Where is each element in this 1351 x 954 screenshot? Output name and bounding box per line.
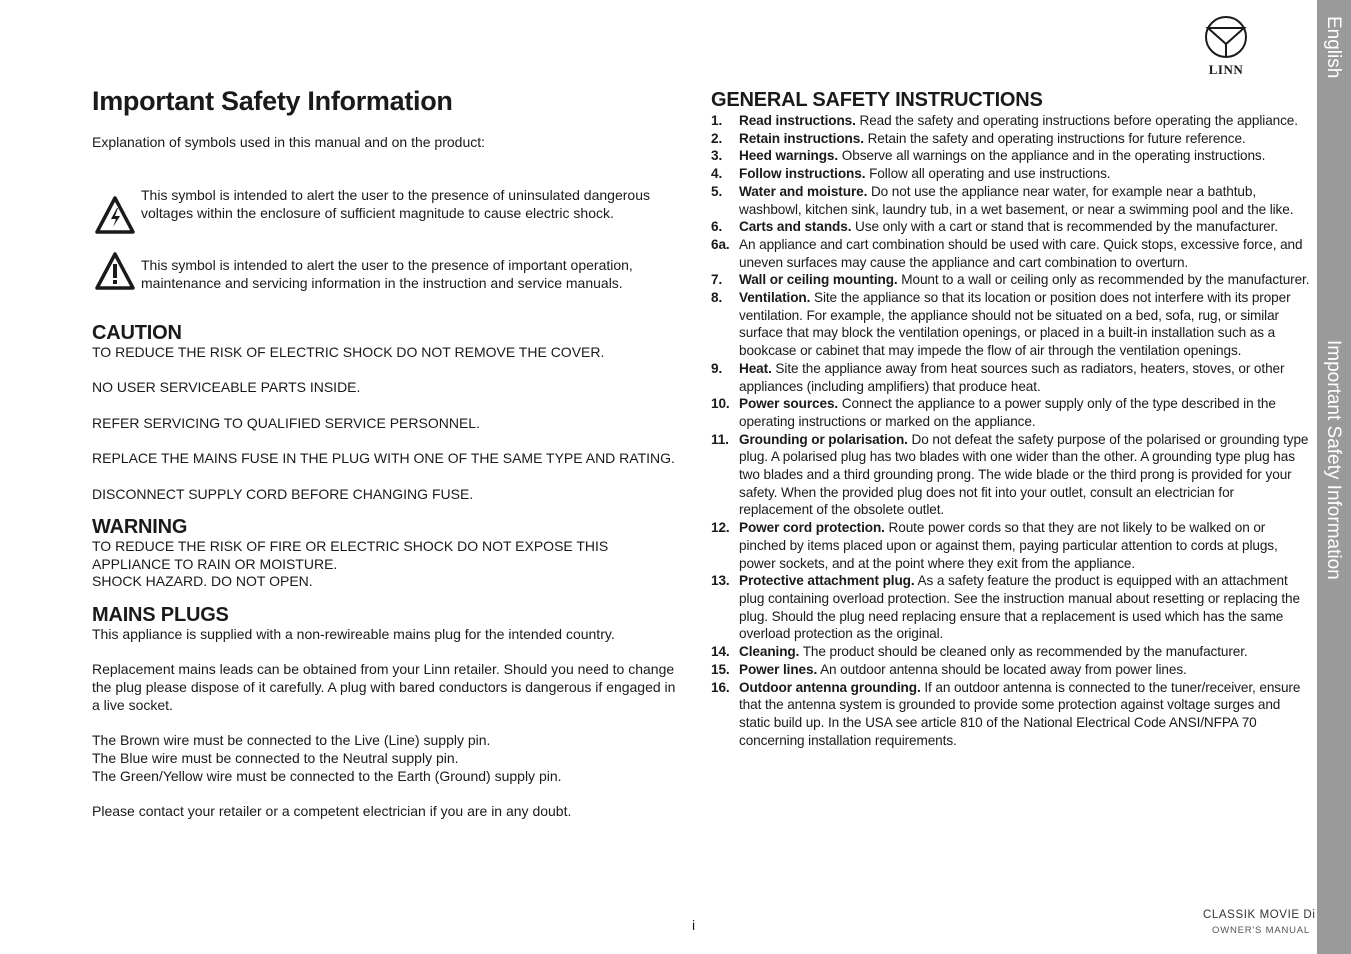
- caution-line: NO USER SERVICEABLE PARTS INSIDE.: [92, 379, 361, 396]
- caution-line: DISCONNECT SUPPLY CORD BEFORE CHANGING FUSE.: [92, 485, 474, 502]
- mains-paragraph: Please contact your retailer or a competent electrician if you are in any doubt.: [92, 802, 572, 819]
- instruction-item: 1. Read instructions. Read the safety and operating instructions before operating the appliance.: [711, 113, 1298, 128]
- intro-text: Explanation of symbols used in this manual and on the product:: [92, 134, 486, 150]
- mains-wire-line: The Blue wire must be connected to the Neutral supply pin.: [92, 749, 459, 766]
- page-title: Important Safety Information: [92, 86, 453, 116]
- instruction-item: 2. Retain instructions. Retain the safety and operating instructions for future reference.: [711, 130, 1246, 146]
- instruction-item: 11. Grounding or polarisation. Do not defeat the safety purpose of the polarised or grounding type plug. A polarised plug has two blades with one wider than the other. A grounding type plug has two blades and a third grounding prong. The wide blade or the third prong is provided for your safety. When the provided plug does not fit into your outlet, consult an electrician for replacement of the obsolete outlet.: [711, 431, 1309, 518]
- mains-paragraph: Replacement mains leads can be obtained from your Linn retailer. Should you need to change the plug please dispose of it carefully. A plug with bared conductors is dangerous if engaged in a live socket.: [92, 661, 676, 713]
- instruction-item: 8. Ventilation. Site the appliance so that its location or position does not interfere with its proper ventilation. For example, the appliance should not be situated on a bed, sofa, rug, or similar surface that may block the ventilation openings, or placed in a built-in installation such as a bookcase or cabinet that may impede the flow of air through the ventilation openings.: [711, 290, 1291, 359]
- instruction-item: 6a. An appliance and cart combination should be used with care. Quick stops, excessive force, and uneven surfaces may cause the appliance and cart combination to overturn.: [711, 236, 1303, 270]
- warning-line: SHOCK HAZARD. DO NOT OPEN.: [92, 573, 313, 590]
- instruction-item: 3. Heed warnings. Observe all warnings on the appliance and in the operating instructions.: [711, 148, 1266, 164]
- instruction-item: 13. Protective attachment plug. As a safety feature the product is equipped with an attachment plug containing overload protection. See the instruction manual about resetting or replacing the plug. Should the plug need replacing ensure that a replacement is used which has the same overload protection as the original.: [711, 573, 1300, 642]
- exclamation-warning-icon: [94, 251, 136, 291]
- mains-wire-line: The Brown wire must be connected to the Live (Line) supply pin.: [92, 732, 491, 749]
- instruction-item: 5. Water and moisture. Do not use the appliance near water, for example near a bathtub, washbowl, kitchen sink, laundry tub, in a wet basement, or near a swimming pool and the like.: [711, 183, 1294, 217]
- warning-line: TO REDUCE THE RISK OF FIRE OR ELECTRIC SHOCK DO NOT EXPOSE THIS APPLIANCE TO RAIN OR MOISTURE.: [92, 538, 609, 572]
- caution-heading: CAUTION: [92, 322, 182, 344]
- electric-shock-warning-icon: [94, 195, 136, 235]
- warning-section: [92, 516, 687, 591]
- instruction-list: [711, 112, 1311, 749]
- mains-paragraph: This appliance is supplied with a non-rewireable mains plug for the intended country.: [92, 626, 615, 642]
- instruction-item: 16. Outdoor antenna grounding. If an outdoor antenna is connected to the tuner/receiver, ensure that the antenna system is grounded to provide some protection against voltage surges and static build up. In the USA see article 810 of the National Electrical Code ANSI/NFPA 70 concerning installation requirements.: [711, 679, 1301, 748]
- warning-heading: WARNING: [92, 516, 188, 538]
- mains-plugs-section: [92, 604, 687, 821]
- caution-section: [92, 322, 687, 503]
- mains-wire-line: The Green/Yellow wire must be connected to the Earth (Ground) supply pin.: [92, 767, 562, 784]
- footer-product-name: CLASSIK MOVIE Di: [1203, 909, 1316, 921]
- symbol-text-exclamation: This symbol is intended to alert the user to the presence of important operation, maintenance and servicing information in the instruction and service manuals.: [141, 257, 633, 291]
- caution-line: TO REDUCE THE RISK OF ELECTRIC SHOCK DO NOT REMOVE THE COVER.: [92, 344, 605, 360]
- instruction-item: 10. Power sources. Connect the appliance to a power supply only of the type described in the operating instructions or marked on the appliance.: [711, 396, 1276, 429]
- caution-line: REFER SERVICING TO QUALIFIED SERVICE PERSONNEL.: [92, 414, 480, 431]
- instruction-item: 9. Heat. Site the appliance away from heat sources such as radiators, heaters, stoves, or other appliances (including amplifiers) that produce heat.: [711, 360, 1285, 394]
- instruction-item: 7. Wall or ceiling mounting. Mount to a wall or ceiling only as recommended by the manufacturer.: [711, 272, 1310, 288]
- side-tab-section: Important Safety Information: [1323, 340, 1344, 580]
- instruction-item: 6. Carts and stands. Use only with a cart or stand that is recommended by the manufacturer.: [711, 219, 1278, 235]
- footer-manual-label: OWNER'S MANUAL: [1212, 925, 1310, 936]
- symbol-text-shock: This symbol is intended to alert the user to the presence of uninsulated dangerous voltages within the enclosure of sufficient magnitude to cause electric shock.: [141, 187, 650, 221]
- general-heading: GENERAL SAFETY INSTRUCTIONS: [711, 89, 1043, 111]
- instruction-item: 12. Power cord protection. Route power cords so that they are not likely to be walked on or pinched by items placed upon or against them, paying particular attention to cords at plugs, power sockets, and at the point where they exit from the appliance.: [711, 520, 1278, 571]
- mains-heading: MAINS PLUGS: [92, 604, 229, 626]
- instruction-item: 15. Power lines. An outdoor antenna should be located away from power lines.: [711, 661, 1187, 677]
- instruction-item: 4. Follow instructions. Follow all operating and use instructions.: [711, 166, 1111, 182]
- page-number: i: [692, 917, 696, 933]
- caution-line: REPLACE THE MAINS FUSE IN THE PLUG WITH ONE OF THE SAME TYPE AND RATING.: [92, 450, 675, 467]
- logo-text: LINN: [1208, 62, 1244, 77]
- instruction-item: 14. Cleaning. The product should be cleaned only as recommended by the manufacturer.: [711, 644, 1248, 660]
- side-tab-language: English: [1323, 16, 1344, 79]
